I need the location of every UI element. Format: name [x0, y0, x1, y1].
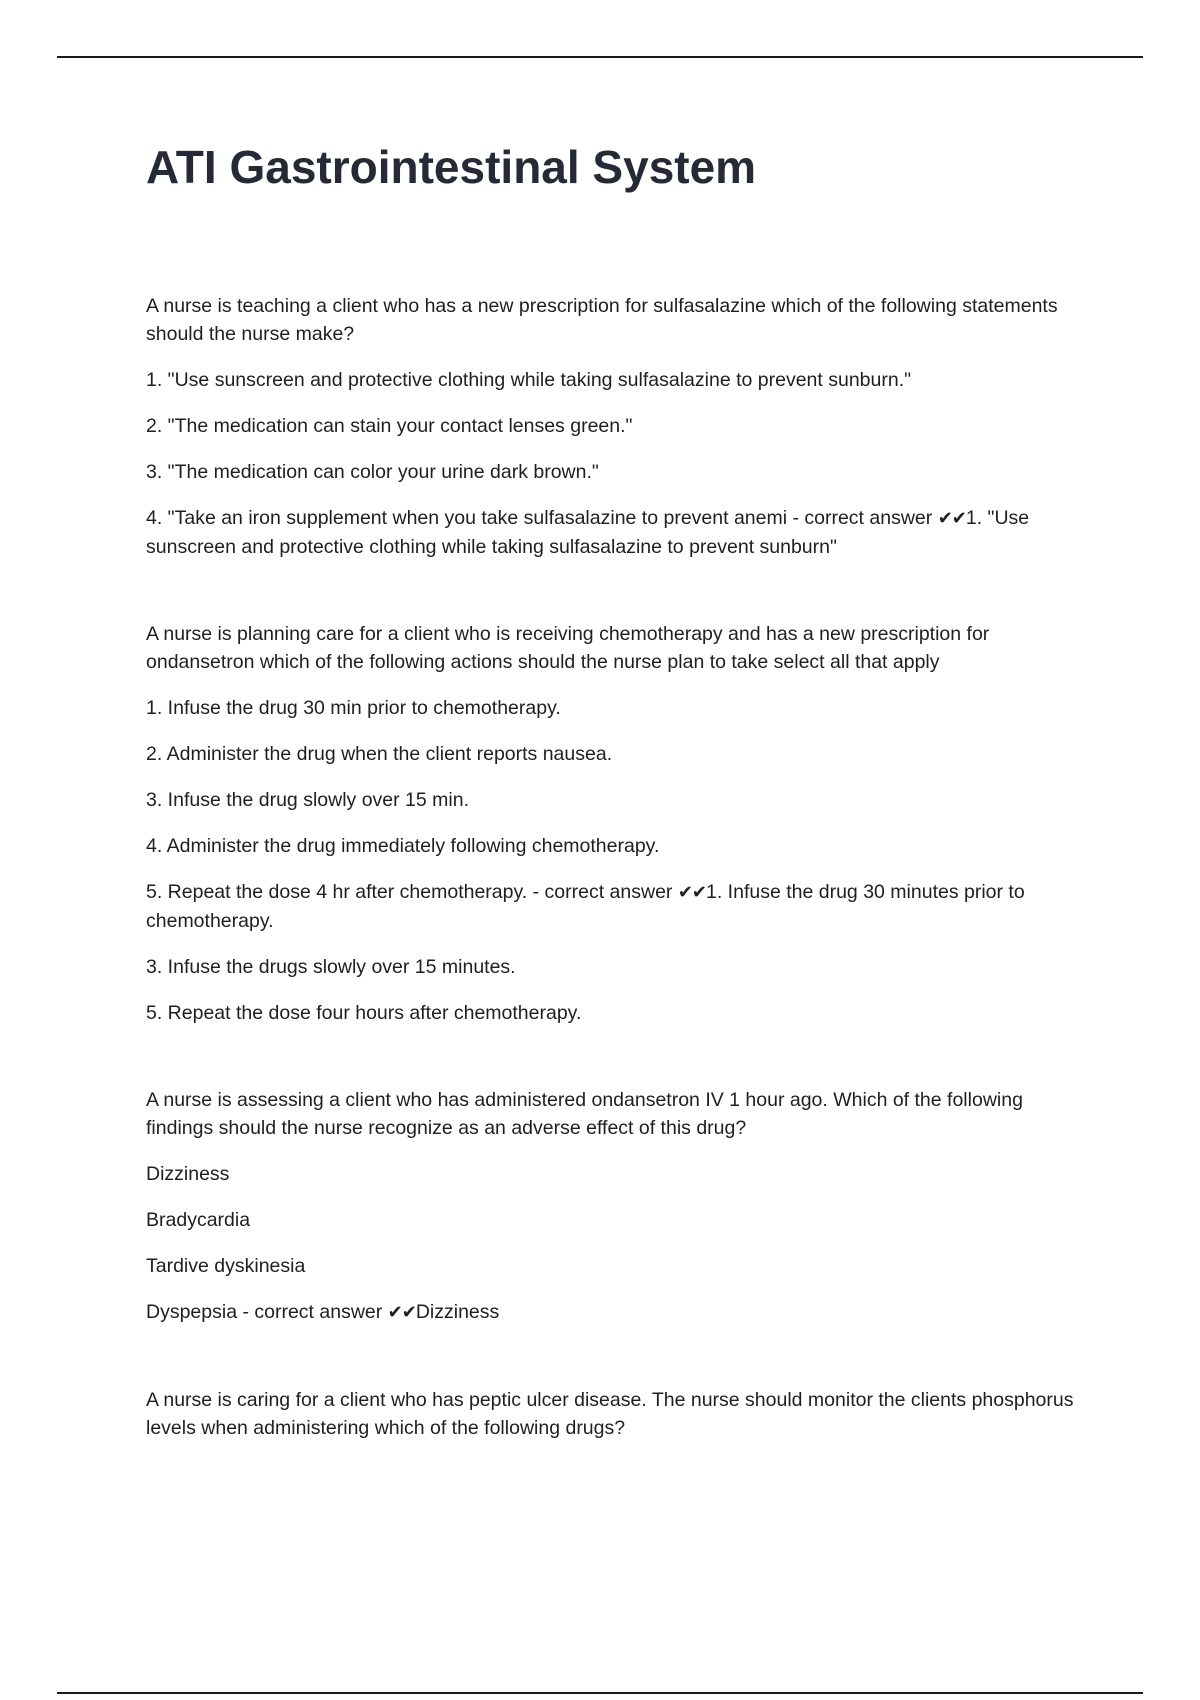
answer-option-with-correct-answer [146, 504, 1086, 561]
answer-option: Dizziness [146, 1163, 230, 1185]
answer-option: 3. Infuse the drug slowly over 15 min. [146, 789, 469, 811]
answer-option: Bradycardia [146, 1209, 251, 1231]
answer-option: 1. Infuse the drug 30 min prior to chemotherapy. [146, 697, 561, 719]
answer-option: 2. "The medication can stain your contact lenses green." [146, 415, 633, 437]
correct-answer-continued: 5. Repeat the dose four hours after chemotherapy. [146, 1002, 582, 1024]
question-text: A nurse is assessing a client who has administered ondansetron IV 1 hour ago. Which of the following findings should the nurse recognize as an adverse effect of this drug? [146, 1089, 1023, 1139]
question-block [146, 1086, 1086, 1327]
answer-option-with-correct-answer [146, 1298, 1086, 1327]
answer-option: 3. "The medication can color your urine dark brown." [146, 461, 599, 483]
question-list [146, 292, 1086, 1501]
answer-option-text: 5. Repeat the dose 4 hr after chemotherapy. - correct answer [146, 881, 678, 903]
answer-option: 2. Administer the drug when the client reports nausea. [146, 743, 613, 765]
answer-option: 4. Administer the drug immediately following chemotherapy. [146, 835, 660, 857]
question-text: A nurse is planning care for a client who is receiving chemotherapy and has a new prescription for ondansetron which of the following actions should the nurse plan to take select all that apply [146, 623, 990, 673]
top-rule [57, 56, 1143, 58]
answer-option-with-correct-answer [146, 878, 1086, 935]
question-text: A nurse is caring for a client who has peptic ulcer disease. The nurse should monitor the clients phosphorus levels when administering which of the following drugs? [146, 1389, 1074, 1439]
question-block [146, 1386, 1086, 1442]
correct-answer-text: 1. Infuse the drug 30 minutes prior to chemotherapy. [146, 881, 1025, 932]
bottom-rule [57, 1692, 1143, 1694]
question-block [146, 292, 1086, 561]
correct-answer-text: Dizziness [415, 1301, 500, 1323]
correct-answer-text: 1. "Use sunscreen and protective clothing while taking sulfasalazine to prevent sunburn" [146, 507, 1030, 558]
double-check-icon: ✔✔ [387, 1302, 416, 1323]
double-check-icon: ✔✔ [677, 882, 706, 903]
correct-answer-continued: 3. Infuse the drugs slowly over 15 minutes. [146, 956, 516, 978]
answer-option-text: 4. "Take an iron supplement when you take sulfasalazine to prevent anemi - correct answer [146, 507, 938, 529]
question-block [146, 620, 1086, 1027]
double-check-icon: ✔✔ [937, 508, 966, 529]
question-text: A nurse is teaching a client who has a new prescription for sulfasalazine which of the following statements should the nurse make? [146, 295, 1058, 345]
answer-option-text: Dyspepsia - correct answer [146, 1301, 388, 1323]
document-title: ATI Gastrointestinal System [146, 141, 757, 193]
answer-option: Tardive dyskinesia [146, 1255, 306, 1277]
answer-option: 1. "Use sunscreen and protective clothing while taking sulfasalazine to prevent sunburn." [146, 369, 912, 391]
